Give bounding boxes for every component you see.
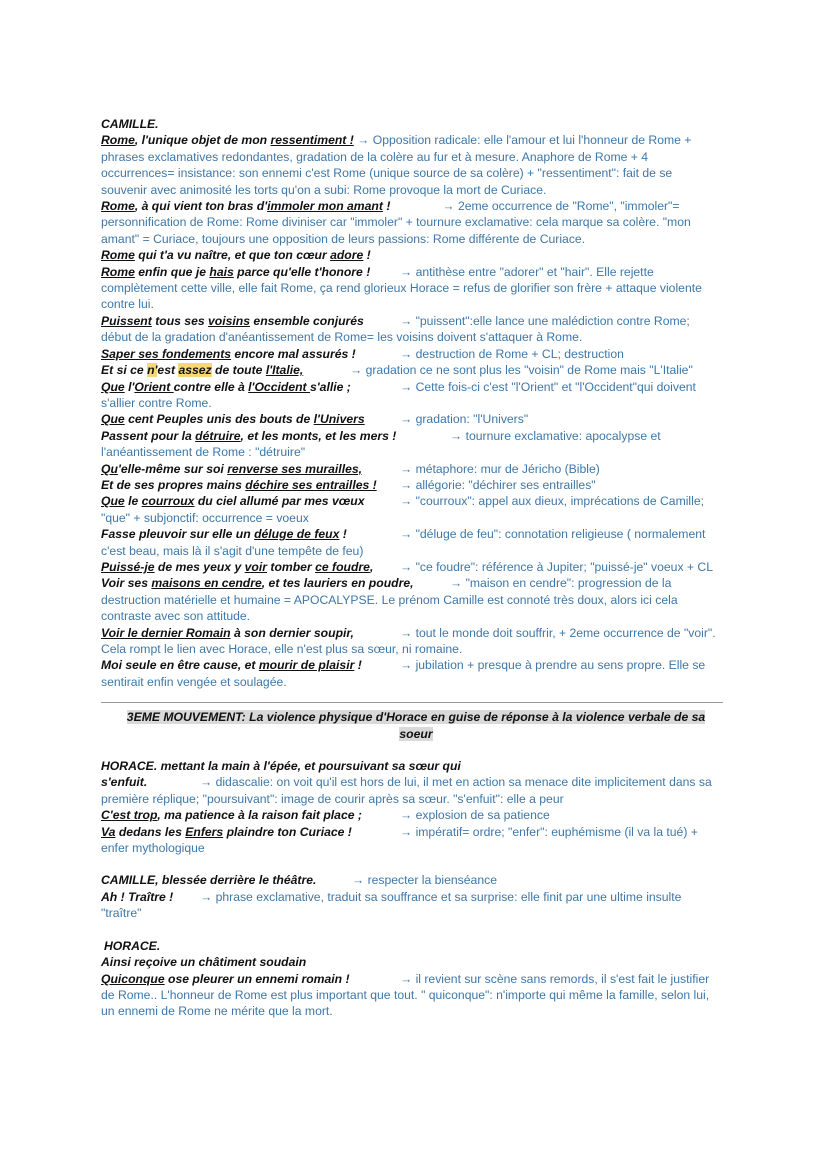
commentary-line: début de la gradation d'anéantissement de Rome= les voisins doivent s'attaquer à Rome. (101, 330, 583, 345)
commentary-line: occurrences= insistance: son ennemi c'est Rome (unique source de sa colère) + "ressentiment": fait de se (101, 166, 673, 181)
commentary-line: amant" = Curiace, toujours une opposition de leurs passions: Rome différente de Curiace. (101, 231, 586, 246)
verse-line: Ah ! Traître ! → phrase exclamative, traduit sa souffrance et sa surprise: elle finit par une ultime insulte (101, 889, 682, 904)
spacer (101, 742, 731, 758)
verse-line: Quiconque ose pleurer un ennemi romain ! → il revient sur scène sans remords, il s'est fait le justifier (101, 971, 710, 986)
commentary-line: c'est beau, mais là il s'agit d'une tempête de feu) (101, 543, 364, 558)
verse-line: Voir ses maisons en cendre, et tes lauriers en poudre, → "maison en cendre": progression de la (101, 576, 672, 591)
verse-line: Rome, l'unique objet de mon ressentiment ! → Opposition radicale: elle l'amour et lui l'honneur de Rome + (101, 133, 692, 148)
commentary-line: enfer mythologique (101, 841, 205, 856)
notes-body (101, 116, 731, 1020)
speaker-camille: CAMILLE. (101, 117, 159, 131)
verse-line: Moi seule en être cause, et mourir de plaisir ! → jubilation + presque à prendre au sens propre. Elle se (101, 658, 706, 673)
spacer (101, 922, 731, 938)
verse-line: Que l'Orient contre elle à l'Occident s'allie ; → Cette fois-ci c'est "l'Orient" et "l'Occident"qui doivent (101, 379, 696, 394)
commentary-line: phrases exclamatives redondantes, gradation de la colère au fur et à mesure. Anaphore de Rome + 4 (101, 149, 649, 164)
verse-line: Et si ce n'est assez de toute l'Italie, → gradation ce ne sont plus les "voisin" de Rome mais "L'Italie" (101, 363, 693, 378)
commentary-line: sentirait enfin vengée et soulagée. (101, 674, 287, 689)
verse-line: Que cent Peuples unis des bouts de l'Univers → gradation: "l'Univers" (101, 412, 529, 427)
section-divider (101, 702, 723, 703)
commentary-line: destruction matérielle et humaine = APOCALYPSE. Le prénom Camille est connoté très doux, alors ici cela (101, 592, 678, 607)
commentary-line: personnification de Rome: Rome diviniser car "immoler" + tournure exclamative: cela marque sa colère. "mon (101, 215, 691, 230)
stage-direction: CAMILLE, blessée derrière le théâtre. → respecter la bienséance (101, 873, 497, 888)
commentary-line: complètement cette ville, elle fait Rome, ça rend glorieux Horace = refus de glorifier son frère + attaque violente (101, 281, 702, 296)
verse-line: C'est trop, ma patience à la raison fait place ; → explosion de sa patience (101, 808, 550, 823)
commentary-line: souvenir avec animosité les torts qu'on a subi: Rome provoque la mort de Curiace. (101, 182, 547, 197)
verse-line: s'enfuit. → didascalie: on voit qu'il est hors de lui, il met en action sa menace dite implicitement dans sa (101, 775, 712, 790)
verse-line: Voir le dernier Romain à son dernier soupir, → tout le monde doit souffrir, + 2eme occurrence de "voir". (101, 625, 716, 640)
verse-line: Rome, à qui vient ton bras d'immoler mon amant ! → 2eme occurrence de "Rome", "immoler"= (101, 199, 680, 214)
stage-direction: HORACE. mettant la main à l'épée, et poursuivant sa sœur qui (101, 759, 461, 774)
verse-line: Saper ses fondements encore mal assurés ! → destruction de Rome + CL; destruction (101, 346, 624, 361)
verse-line: Puissent tous ses voisins ensemble conjurés → "puissent":elle lance une malédiction contre Rome; (101, 313, 690, 328)
verse-line: Passent pour la détruire, et les monts, et les mers ! → tournure exclamative: apocalypse et (101, 428, 661, 443)
spacer (101, 856, 731, 872)
commentary-line: "traître" (101, 906, 142, 921)
verse-line: Que le courroux du ciel allumé par mes vœux → "courroux": appel aux dieux, imprécations de Camille; (101, 494, 705, 509)
commentary-line: de Rome.. L'honneur de Rome est plus important que tout. " quiconque": n'importe qui même la famille, selon lui, (101, 987, 710, 1002)
commentary-line: contre lui. (101, 297, 154, 312)
commentary-line: un ennemi de Rome ne mérite que la mort. (101, 1004, 333, 1019)
commentary-line: Cela rompt le lien avec Horace, elle n'est plus sa sœur, ni romaine. (101, 642, 463, 656)
speaker-horace: HORACE. (104, 938, 161, 953)
commentary-line: première réplique; "poursuivant": image de courir après sa sœur. "s'enfuit": elle a peur (101, 791, 564, 806)
commentary-line: s'allier contre Rome. (101, 395, 212, 410)
commentary-line: l'anéantissement de Rome : "détruire" (101, 445, 306, 460)
verse-line: Rome enfin que je hais parce qu'elle t'honore ! → antithèse entre "adorer" et "hair". Elle rejette (101, 264, 654, 279)
verse-line: Et de ses propres mains déchire ses entrailles ! → allégorie: "déchirer ses entrailles" (101, 477, 596, 492)
section-heading: 3EME MOUVEMENT: La violence physique d'Horace en guise de réponse à la violence verbale de sa soeur (126, 710, 706, 741)
verse-line: Va dedans les Enfers plaindre ton Curiace ! → impératif= ordre; "enfer": euphémisme (il va la tué) + (101, 824, 698, 839)
verse-line: Rome qui t'a vu naître, et que ton cœur adore ! (101, 248, 371, 263)
verse-line: Qu'elle-même sur soi renverse ses murailles, → métaphore: mur de Jéricho (Bible) (101, 461, 600, 476)
verse-line: Puissé-je de mes yeux y voir tomber ce foudre, → "ce foudre": référence à Jupiter; "puissé-je" voeux + CL (101, 559, 714, 574)
verse-line: Ainsi reçoive un châtiment soudain (101, 955, 307, 970)
commentary-line: "que" + subjonctif: occurrence = voeux (101, 510, 309, 525)
verse-line: Fasse pleuvoir sur elle un déluge de feux ! → "déluge de feu": connotation religieuse ( normalement (101, 527, 706, 542)
commentary-line: contraste avec son attitude. (101, 609, 251, 624)
